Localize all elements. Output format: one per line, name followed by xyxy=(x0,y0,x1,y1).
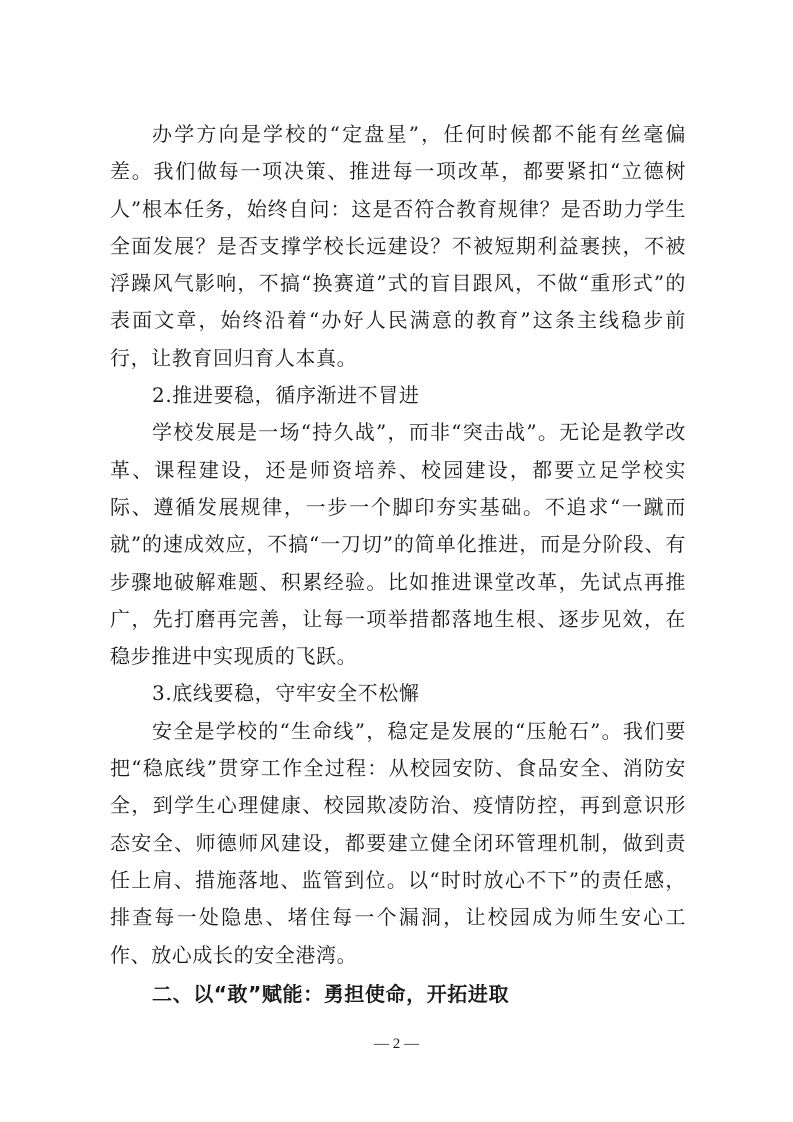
document-body xyxy=(110,116,686,1014)
body-paragraph: 办学方向是学校的“定盘星”，任何时候都不能有丝毫偏差。我们做每一项决策、推进每一项改革，都要紧扣“立德树人”根本任务，始终自问：这是否符合教育规律？是否助力学生全面发展？是否支撑学校长远建设？不被短期利益裹挟，不被浮躁风气影响，不搞“换赛道”式的盲目跟风，不做“重形式”的表面文章，始终沿着“办好人民满意的教育”这条主线稳步前行，让教育回归育人本真。 xyxy=(110,122,686,370)
section-heading: 二、以“敢”赋能：勇担使命，开拓进取 xyxy=(152,981,510,1006)
body-paragraph: 安全是学校的“生命线”，稳定是发展的“压舱石”。我们要把“稳底线”贯穿工作全过程：从校园安防、食品安全、消防安全，到学生心理健康、校园欺凌防治、疫情防控，再到意识形态安全、师德师风建设，都要建立健全闭环管理机制，做到责任上肩、措施落地、监管到位。以“时时放心不下”的责任感，排查每一处隐患、堵住每一个漏洞，让校园成为师生安心工作、放心成长的安全港湾。 xyxy=(110,718,686,967)
subsection-heading: 3.底线要稳，守牢安全不松懈 xyxy=(152,681,420,706)
page-number: — 2 — xyxy=(374,1036,419,1052)
body-paragraph: 学校发展是一场“持久战”，而非“突击战”。无论是教学改革、课程建设，还是师资培养、校园建设，都要立足学校实际、遵循发展规律，一步一个脚印夯实基础。不追求“一蹴而就”的速成效应，不搞“一刀切”的简单化推进，而是分阶段、有步骤地破解难题、积累经验。比如推进课堂改革，先试点再推广，先打磨再完善，让每一项举措都落地生根、逐步见效，在稳步推进中实现质的飞跃。 xyxy=(110,420,686,669)
subsection-heading: 2.推进要稳，循序渐进不冒进 xyxy=(152,383,420,408)
